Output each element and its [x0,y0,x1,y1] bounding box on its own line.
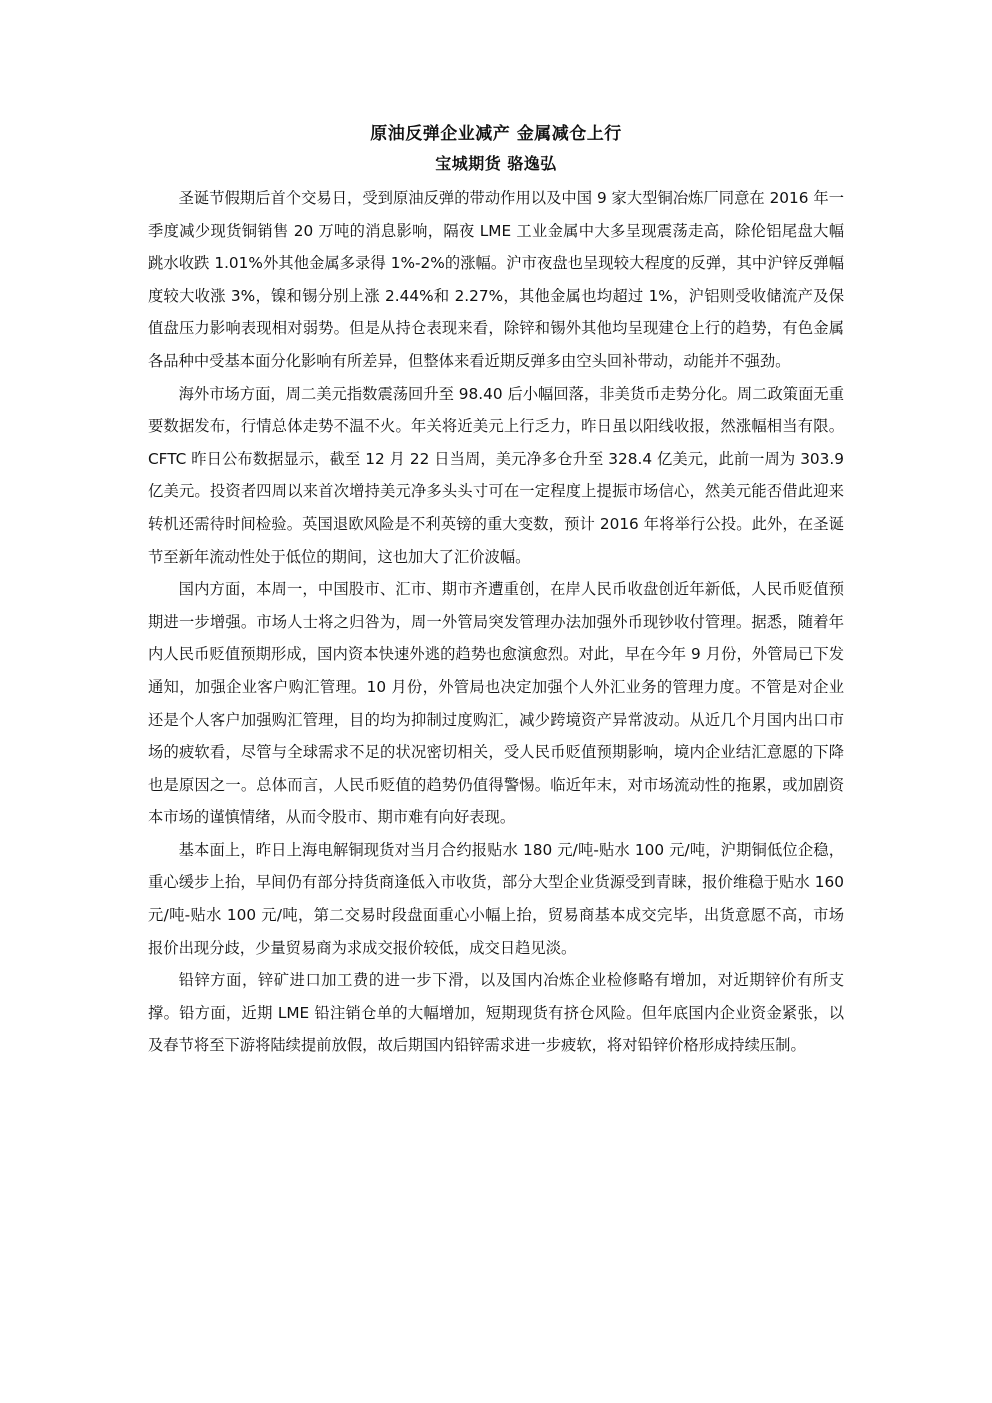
paragraph-overseas-market: 海外市场方面，周二美元指数震荡回升至 98.40 后小幅回落，非美货币走势分化。周二政策面无重要数据发布，行情总体走势不温不火。年关将近美元上行乏力，昨日虽以阳线收报，然涨幅相当有限。CFTC 昨日公布数据显示，截至 12 月 22 日当周，美元净多仓升至 328.4 亿美元，此前一周为 303.9 亿美元。投资者四周以来首次增持美元净多头头寸可在一定程度上提振市场信心，然美元能否借此迎来转机还需待时间检验。英国退欧风险是不利英镑的重大变数，预计 2016 年将举行公投。此外，在圣诞节至新年流动性处于低位的期间，这也加大了汇价波幅。 [148,384,844,566]
paragraph-fundamentals-copper: 基本面上，昨日上海电解铜现货对当月合约报贴水 180 元/吨-贴水 100 元/吨，沪期铜低位企稳，重心缓步上抬，早间仍有部分持货商逢低入市收货，部分大型企业货源受到青睐，报价维稳于贴水 160 元/吨-贴水 100 元/吨，第二交易时段盘面重心小幅上抬，贸易商基本成交完毕，出货意愿不高，市场报价出现分歧，少量贸易商为求成交报价较低，成交日趋见淡。 [148,840,844,957]
document-author: 宝城期货 骆逸弘 [435,154,557,173]
paragraph-crude-rebound: 圣诞节假期后首个交易日，受到原油反弹的带动作用以及中国 9 家大型铜冶炼厂同意在 2016 年一季度减少现货铜销售 20 万吨的消息影响，隔夜 LME 工业金属中大多呈现震荡走高，除伦铝尾盘大幅跳水收跌 1.01%外其他金属多录得 1%-2%的涨幅。沪市夜盘也呈现较大程度的反弹，其中沪锌反弹幅度较大收涨 3%，镍和锡分别上涨 2.44%和 2.27%，其他金属也均超过 1%，沪铝则受收储流产及保值盘压力影响表现相对弱势。但是从持仓表现来看，除锌和锡外其他均呈现建仓上行的趋势，有色金属各品种中受基本面分化影响有所差异，但整体来看近期反弹多由空头回补带动，动能并不强劲。 [148,189,844,370]
paragraph-domestic-market: 国内方面，本周一，中国股市、汇市、期市齐遭重创，在岸人民币收盘创近年新低，人民币贬值预期进一步增强。市场人士将之归咎为，周一外管局突发管理办法加强外币现钞收付管理。据悉，随着年内人民币贬值预期形成，国内资本快速外逃的趋势也愈演愈烈。对此，早在今年 9 月份，外管局已下发通知，加强企业客户购汇管理。10 月份，外管局也决定加强个人外汇业务的管理力度。不管是对企业还是个人客户加强购汇管理，目的均为抑制过度购汇，减少跨境资产异常波动。从近几个月国内出口市场的疲软看，尽管与全球需求不足的状况密切相关，受人民币贬值预期影响，境内企业结汇意愿的下降也是原因之一。总体而言，人民币贬值的趋势仍值得警惕。临近年末，对市场流动性的拖累，或加剧资本市场的谨慎情绪，从而令股市、期市难有向好表现。 [148,580,844,827]
document-body [148,182,844,1062]
paragraph-lead-zinc: 铅锌方面，锌矿进口加工费的进一步下滑，以及国内冶炼企业检修略有增加，对近期锌价有所支撑。铅方面，近期 LME 铅注销仓单的大幅增加，短期现货有挤仓风险。但年底国内企业资金紧张，以及春节将至下游将陆续提前放假，故后期国内铅锌需求进一步疲软，将对铅锌价格形成持续压制。 [148,971,844,1055]
document-title: 原油反弹企业减产 金属减仓上行 [370,124,622,144]
document-page [148,122,844,1062]
